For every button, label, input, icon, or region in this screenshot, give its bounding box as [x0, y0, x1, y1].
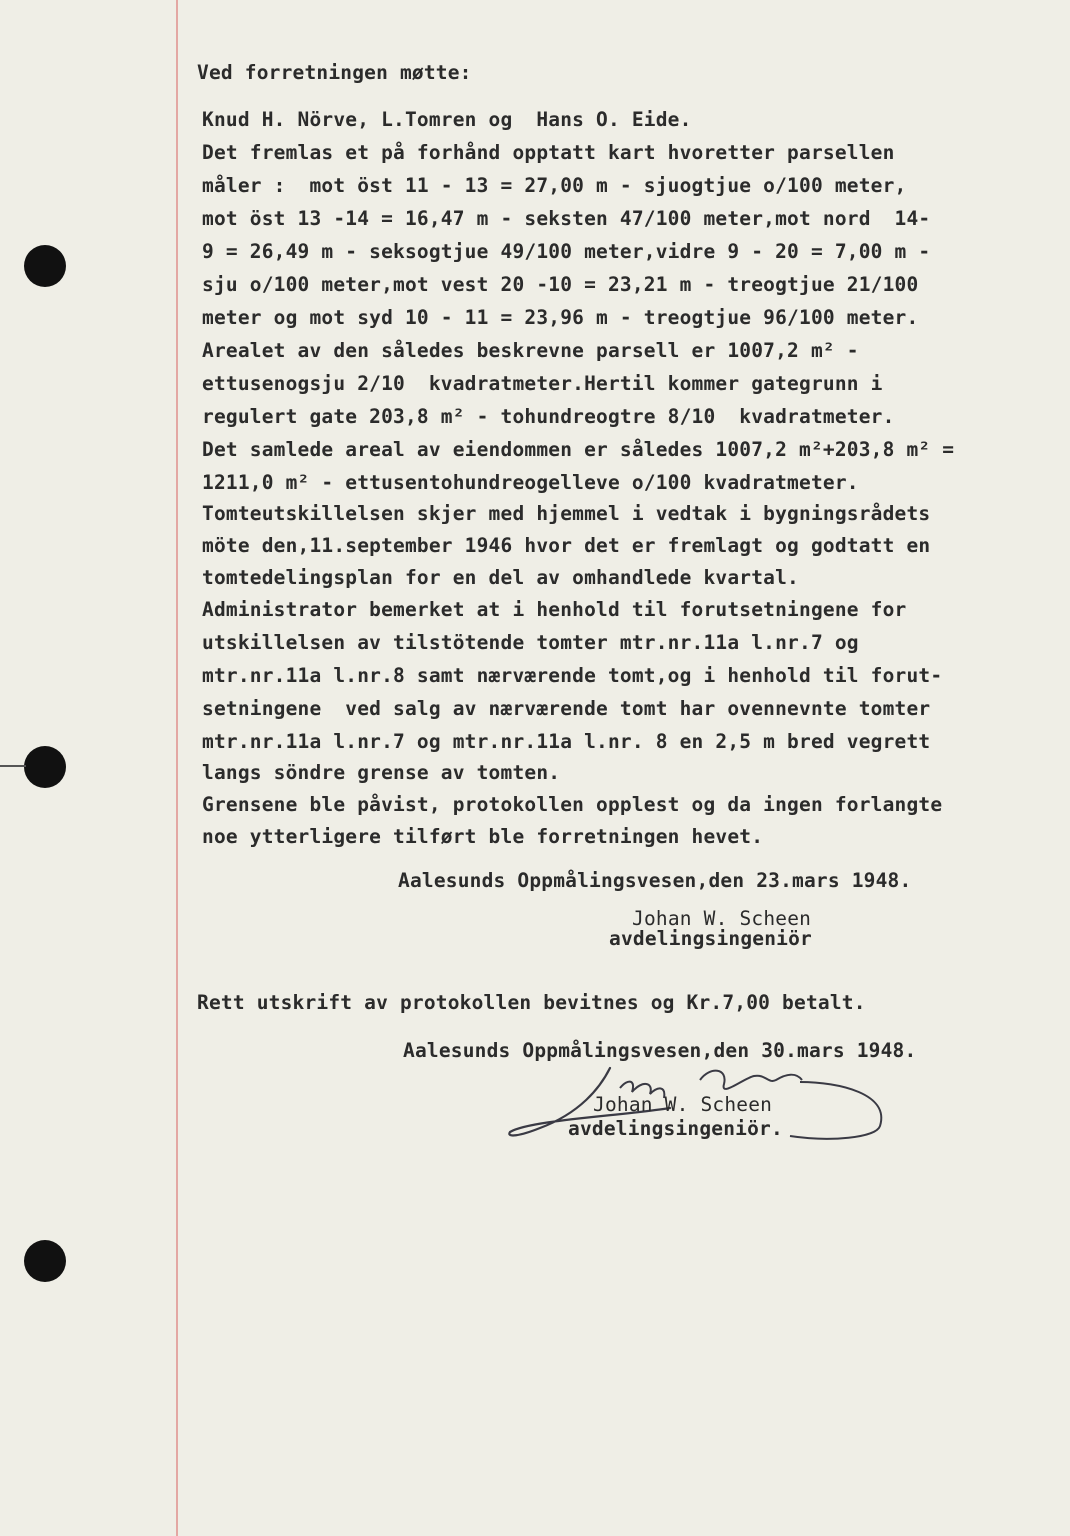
text-line: Administrator bemerket at i henhold til forutsetningene for	[202, 598, 907, 621]
punch-hole	[24, 1240, 66, 1282]
text-line: Knud H. Nörve, L.Tomren og Hans O. Eide.	[202, 108, 692, 131]
text-line: Arealet av den således beskrevne parsell er 1007,2 m² -	[202, 339, 859, 362]
text-line: Ved forretningen møtte:	[197, 61, 472, 84]
pencil-mark	[0, 765, 26, 767]
signatory-title: avdelingsingeniör.	[568, 1117, 783, 1140]
text-line: mot öst 13 -14 = 16,47 m - seksten 47/100 meter,mot nord 14-	[202, 207, 931, 230]
text-line: tomtedelingsplan for en del av omhandlede kvartal.	[202, 566, 799, 589]
place-date-line: Aalesunds Oppmålingsvesen,den 23.mars 1948.	[398, 869, 912, 892]
text-line: sju o/100 meter,mot vest 20 -10 = 23,21 m - treogtjue 21/100	[202, 273, 919, 296]
text-line: Tomteutskillelsen skjer med hjemmel i vedtak i bygningsrådets	[202, 502, 931, 525]
text-line: Det samlede areal av eiendommen er således 1007,2 m²+203,8 m² =	[202, 438, 955, 461]
text-line: måler : mot öst 11 - 13 = 27,00 m - sjuogtjue o/100 meter,	[202, 174, 907, 197]
certification-line: Rett utskrift av protokollen bevitnes og Kr.7,00 betalt.	[197, 991, 866, 1014]
punch-hole	[24, 746, 66, 788]
text-line: mtr.nr.11a l.nr.7 og mtr.nr.11a l.nr. 8 en 2,5 m bred vegrett	[202, 730, 931, 753]
text-line: regulert gate 203,8 m² - tohundreogtre 8/10 kvadratmeter.	[202, 405, 895, 428]
text-line: meter og mot syd 10 - 11 = 23,96 m - treogtjue 96/100 meter.	[202, 306, 919, 329]
text-line: ettusenogsju 2/10 kvadratmeter.Hertil kommer gategrunn i	[202, 372, 883, 395]
text-line: noe ytterligere tilført ble forretningen hevet.	[202, 825, 764, 848]
signatory-title: avdelingsingeniör	[609, 927, 812, 950]
text-line: 1211,0 m² - ettusentohundreogelleve o/100 kvadratmeter.	[202, 471, 859, 494]
text-line: langs söndre grense av tomten.	[202, 761, 561, 784]
place-date-line: Aalesunds Oppmålingsvesen,den 30.mars 1948.	[403, 1039, 917, 1062]
punch-hole	[24, 245, 66, 287]
text-line: utskillelsen av tilstötende tomter mtr.nr.11a l.nr.7 og	[202, 631, 859, 654]
text-line: Det fremlas et på forhånd opptatt kart hvoretter parsellen	[202, 141, 895, 164]
text-line: setningene ved salg av nærværende tomt har ovennevnte tomter	[202, 697, 931, 720]
text-line: Grensene ble påvist, protokollen opplest og da ingen forlangte	[202, 793, 943, 816]
text-line: mtr.nr.11a l.nr.8 samt nærværende tomt,og i henhold til forut-	[202, 664, 943, 687]
signatory-name: Johan W. Scheen	[593, 1093, 773, 1116]
margin-rule	[176, 0, 178, 1536]
signatory-name: Johan W. Scheen	[632, 907, 812, 930]
text-line: möte den,11.september 1946 hvor det er fremlagt og godtatt en	[202, 534, 931, 557]
text-line: 9 = 26,49 m - seksogtjue 49/100 meter,vidre 9 - 20 = 7,00 m -	[202, 240, 931, 263]
